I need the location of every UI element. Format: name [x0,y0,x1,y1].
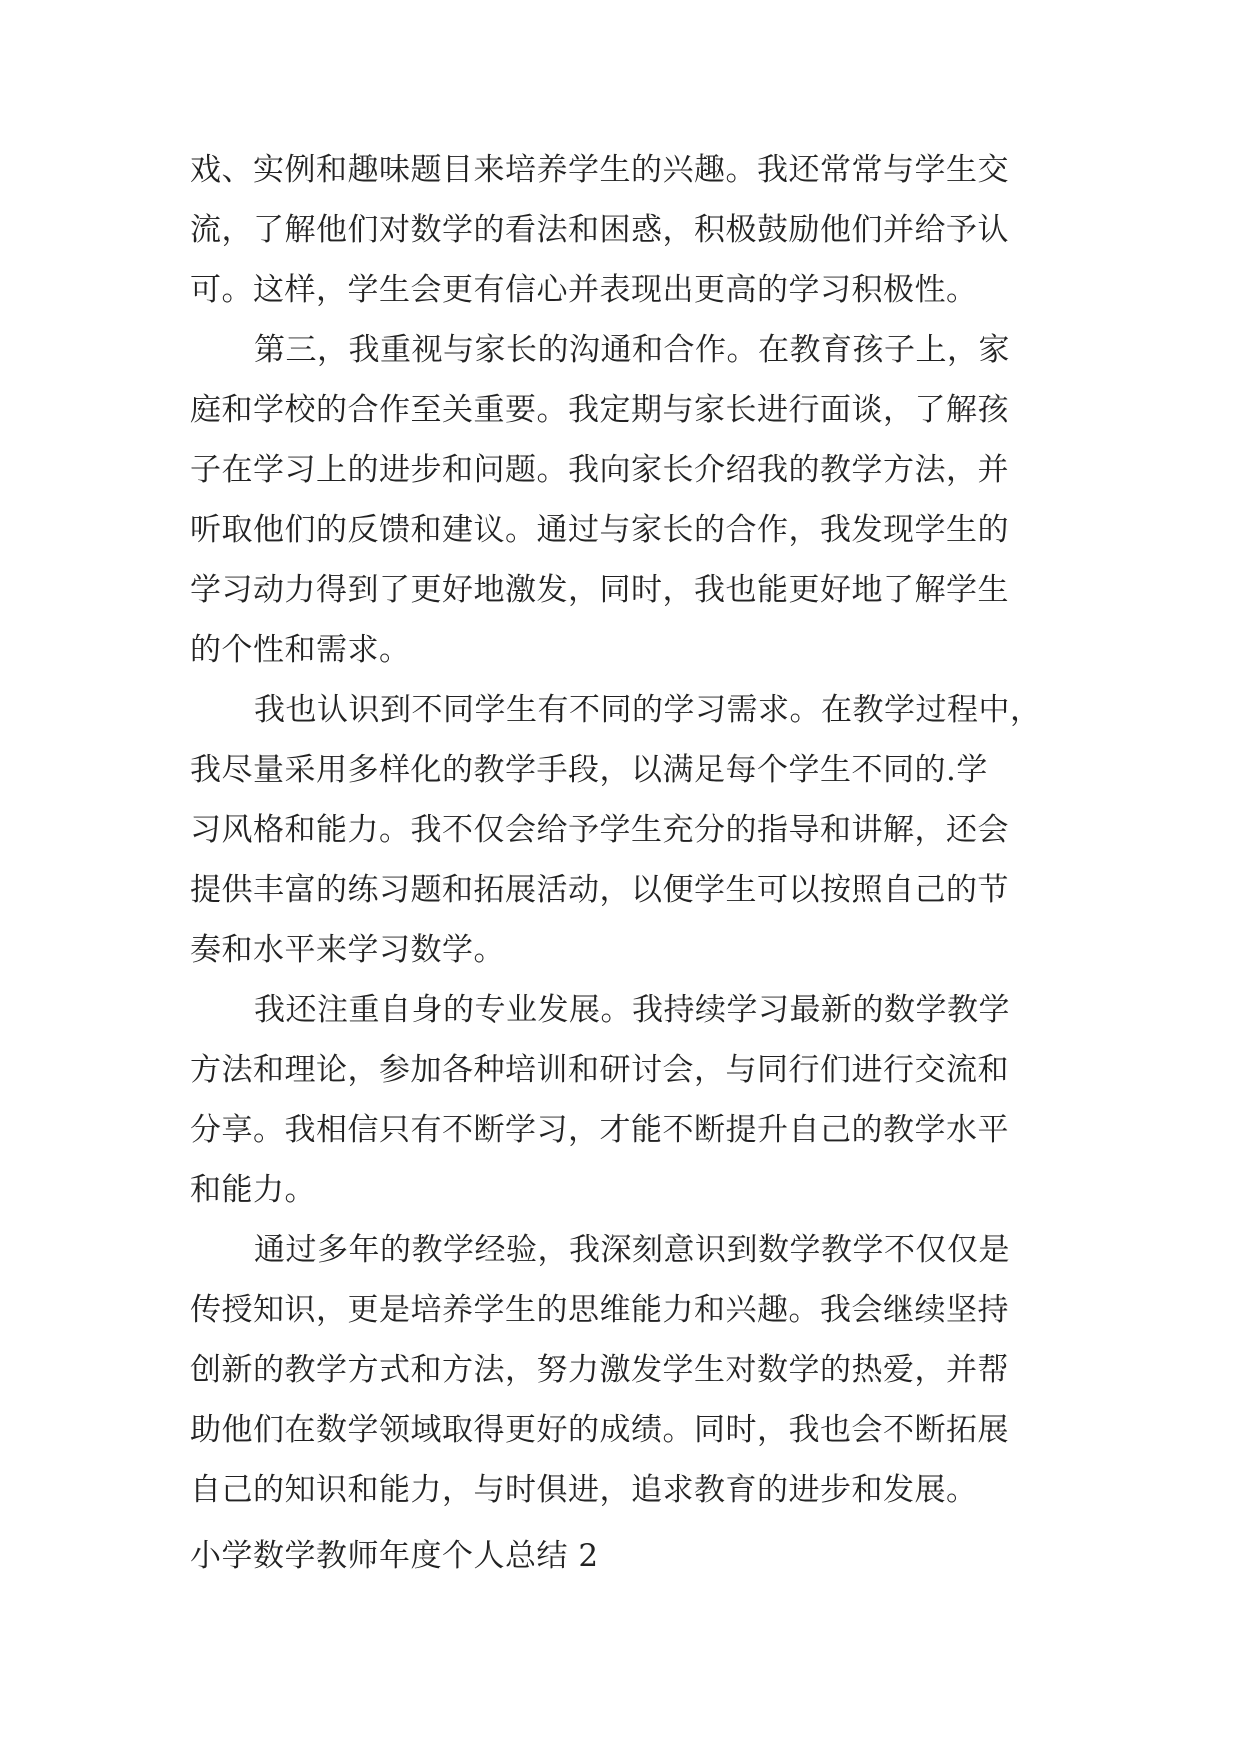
text-line: 提供丰富的练习题和拓展活动，以便学生可以按照自己的节 [190,872,1009,908]
text-line: 习风格和能力。我不仅会给予学生充分的指导和讲解，还会 [190,812,1009,848]
text-line: 我也认识到不同学生有不同的学习需求。在教学过程中， [254,692,1042,728]
text-line: 庭和学校的合作至关重要。我定期与家长进行面谈，了解孩 [190,392,1009,428]
text-line: 第三，我重视与家长的沟通和合作。在教育孩子上，家 [254,332,1010,368]
text-line: 可。这样，学生会更有信心并表现出更高的学习积极性。 [190,272,978,308]
text-line: 分享。我相信只有不断学习，才能不断提升自己的教学水平 [190,1112,1009,1148]
text-line: 流，了解他们对数学的看法和困惑，积极鼓励他们并给予认 [190,212,1009,248]
document-page [190,140,1060,1586]
text-line: 创新的教学方式和方法，努力激发学生对数学的热爱，并帮 [190,1352,1009,1388]
body-text [190,140,1060,1520]
section-heading: 小学数学教师年度个人总结 2 [190,1538,599,1574]
text-line: 方法和理论，参加各种培训和研讨会，与同行们进行交流和 [190,1052,1009,1088]
text-line: 我尽量采用多样化的教学手段，以满足每个学生不同的.学 [190,752,988,788]
text-line: 子在学习上的进步和问题。我向家长介绍我的教学方法，并 [190,452,1009,488]
text-line: 传授知识，更是培养学生的思维能力和兴趣。我会继续坚持 [190,1292,1009,1328]
text-line: 自己的知识和能力，与时俱进，追求教育的进步和发展。 [190,1472,978,1508]
text-line: 我还注重自身的专业发展。我持续学习最新的数学教学 [254,992,1010,1028]
text-line: 听取他们的反馈和建议。通过与家长的合作，我发现学生的 [190,512,1009,548]
text-line: 学习动力得到了更好地激发，同时，我也能更好地了解学生 [190,572,1009,608]
text-line: 通过多年的教学经验，我深刻意识到数学教学不仅仅是 [254,1232,1010,1268]
text-line: 的个性和需求。 [190,632,411,668]
text-line: 奏和水平来学习数学。 [190,932,505,968]
text-line: 戏、实例和趣味题目来培养学生的兴趣。我还常常与学生交 [190,152,1009,188]
text-line: 和能力。 [190,1172,316,1208]
text-line: 助他们在数学领域取得更好的成绩。同时，我也会不断拓展 [190,1412,1009,1448]
